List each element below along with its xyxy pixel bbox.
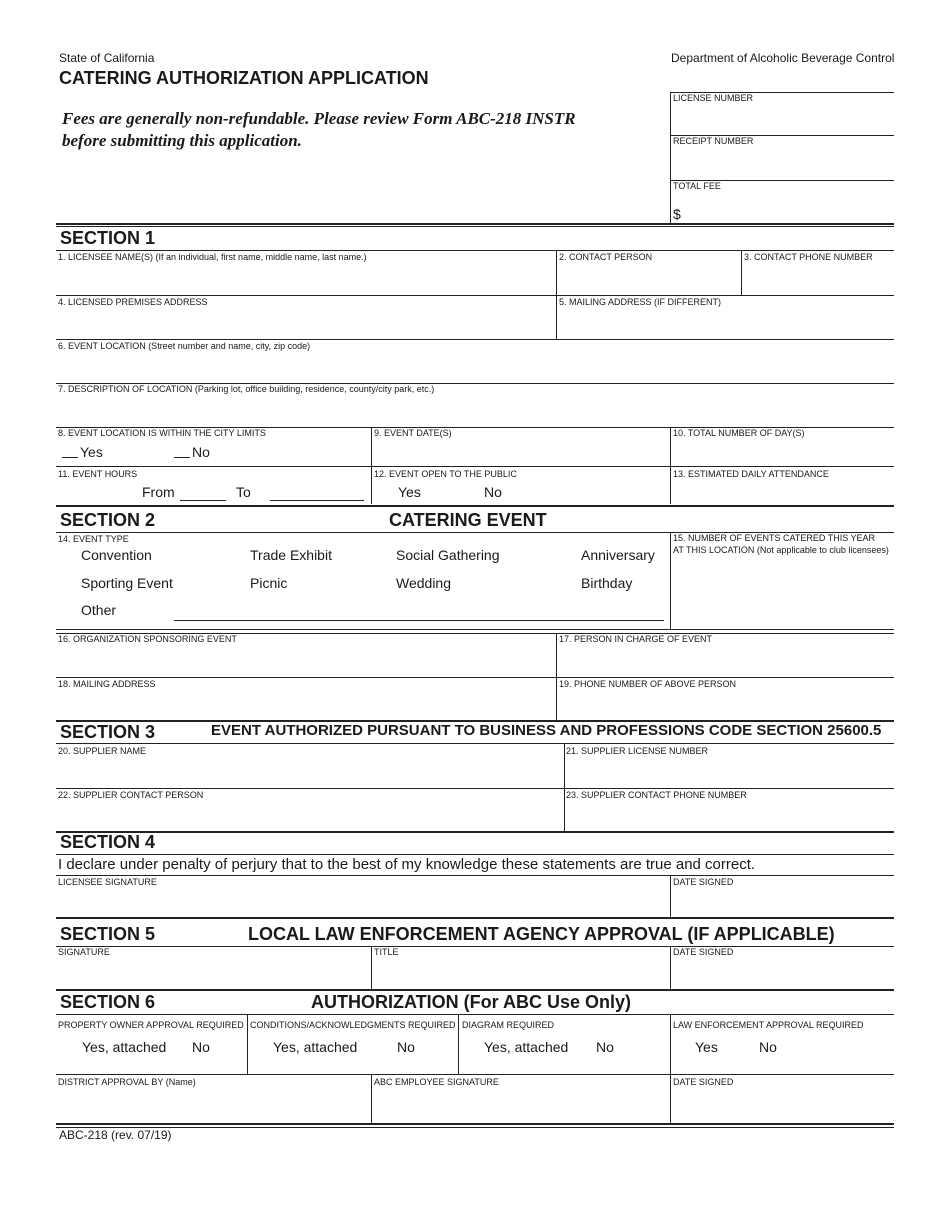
- abc-date-field[interactable]: [673, 1077, 892, 1121]
- event-type-label: 14. EVENT TYPE: [58, 534, 129, 544]
- state-label: State of California: [59, 51, 155, 65]
- city-limits-no[interactable]: No: [192, 444, 210, 460]
- person-phone-label: 19. PHONE NUMBER OF ABOVE PERSON: [559, 679, 737, 689]
- declaration-text: I declare under penalty of perjury that to the best of my knowledge these statements are true and correct.: [58, 856, 756, 873]
- le-title-field[interactable]: [374, 947, 667, 987]
- location-description-label: 7. DESCRIPTION OF LOCATION (Parking lot, office building, residence, county/city park, etc.): [58, 384, 435, 394]
- abc-employee-signature-label: ABC EMPLOYEE SIGNATURE: [374, 1077, 499, 1087]
- le-date-field[interactable]: [673, 947, 892, 987]
- event-location-label: 6. EVENT LOCATION (Street number and name, city, zip code): [58, 341, 311, 351]
- licensee-date-label: DATE SIGNED: [673, 877, 734, 887]
- department-label: Department of Alcoholic Beverage Control: [671, 51, 895, 65]
- supplier-contact-label: 22. SUPPLIER CONTACT PERSON: [58, 790, 204, 800]
- section-4-heading: SECTION 4: [60, 832, 156, 852]
- total-days-field[interactable]: [673, 428, 892, 466]
- notice-line-1: Fees are generally non-refundable. Please review Form ABC-218 INSTR: [62, 109, 576, 128]
- total-fee-label: TOTAL FEE: [673, 181, 721, 191]
- contact-person-label: 2. CONTACT PERSON: [559, 252, 653, 262]
- district-approval-label: DISTRICT APPROVAL BY (Name): [58, 1077, 196, 1087]
- open-public-no[interactable]: No: [484, 484, 502, 500]
- events-catered-label-2: AT THIS LOCATION (Not applicable to club licensees): [673, 545, 889, 555]
- le-signature-field[interactable]: [58, 947, 368, 987]
- licensee-name-label: 1. LICENSEE NAME(S) (If an individual, first name, middle name, last name.): [58, 252, 367, 262]
- license-number-field[interactable]: [673, 93, 893, 133]
- section-1-heading: SECTION 1: [60, 228, 156, 248]
- conditions-yes[interactable]: Yes, attached: [273, 1039, 358, 1055]
- person-in-charge-field[interactable]: [559, 634, 892, 674]
- receipt-number-field[interactable]: [673, 136, 893, 178]
- section-3-heading: SECTION 3: [60, 722, 156, 742]
- receipt-number-label: RECEIPT NUMBER: [673, 136, 754, 146]
- type-social-gathering[interactable]: Social Gathering: [396, 547, 500, 563]
- type-picnic[interactable]: Picnic: [250, 575, 288, 591]
- notice-line-2: before submitting this application.: [62, 131, 302, 150]
- licensee-name-field[interactable]: [58, 252, 553, 292]
- type-wedding[interactable]: Wedding: [396, 575, 452, 591]
- diagram-label: DIAGRAM REQUIRED: [462, 1020, 555, 1030]
- form-title: CATERING AUTHORIZATION APPLICATION: [59, 68, 429, 88]
- contact-phone-label: 3. CONTACT PHONE NUMBER: [744, 252, 873, 262]
- form-id: ABC-218 (rev. 07/19): [59, 1128, 172, 1142]
- section-6-title: AUTHORIZATION (For ABC Use Only): [311, 992, 631, 1012]
- supplier-name-field[interactable]: [58, 746, 561, 786]
- total-fee-field[interactable]: [673, 181, 893, 221]
- location-description-field[interactable]: [58, 384, 892, 424]
- from-label: From: [142, 484, 175, 500]
- open-public-yes[interactable]: Yes: [398, 484, 421, 500]
- mailing-address-field[interactable]: [559, 297, 892, 337]
- org-mailing-address-field[interactable]: [58, 679, 553, 717]
- supplier-contact-field[interactable]: [58, 790, 561, 828]
- open-public-label: 12. EVENT OPEN TO THE PUBLIC: [374, 469, 517, 479]
- event-dates-label: 9. EVENT DATE(S): [374, 428, 452, 438]
- le-date-label: DATE SIGNED: [673, 947, 734, 957]
- type-sporting-event[interactable]: Sporting Event: [81, 575, 173, 591]
- event-hours-label: 11. EVENT HOURS: [58, 469, 138, 479]
- abc-employee-signature-field[interactable]: [374, 1077, 667, 1121]
- diagram-yes[interactable]: Yes, attached: [484, 1039, 569, 1055]
- section-2-heading: SECTION 2: [60, 510, 156, 530]
- mailing-address-label: 5. MAILING ADDRESS (IF DIFFERENT): [559, 297, 722, 307]
- licensee-date-field[interactable]: [673, 877, 892, 915]
- person-phone-field[interactable]: [559, 679, 892, 717]
- property-owner-no[interactable]: No: [192, 1039, 210, 1055]
- event-location-field[interactable]: [58, 341, 892, 381]
- property-owner-yes[interactable]: Yes, attached: [82, 1039, 167, 1055]
- section-6-heading: SECTION 6: [60, 992, 156, 1012]
- events-catered-field[interactable]: [673, 533, 893, 625]
- daily-attendance-field[interactable]: [673, 469, 892, 503]
- city-limits-yes[interactable]: Yes: [80, 444, 103, 460]
- daily-attendance-label: 13. ESTIMATED DAILY ATTENDANCE: [673, 469, 829, 479]
- section-2-title: CATERING EVENT: [389, 510, 547, 530]
- type-convention[interactable]: Convention: [81, 547, 152, 563]
- type-anniversary[interactable]: Anniversary: [581, 547, 655, 563]
- person-in-charge-label: 17. PERSON IN CHARGE OF EVENT: [559, 634, 713, 644]
- property-owner-label: PROPERTY OWNER APPROVAL REQUIRED: [58, 1020, 244, 1030]
- le-title-label: TITLE: [374, 947, 399, 957]
- conditions-label: CONDITIONS/ACKNOWLEDGMENTS REQUIRED: [250, 1020, 456, 1030]
- other-type-input[interactable]: [174, 620, 664, 621]
- sponsoring-org-field[interactable]: [58, 634, 553, 674]
- type-birthday[interactable]: Birthday: [581, 575, 633, 591]
- license-number-label: LICENSE NUMBER: [673, 93, 754, 103]
- type-trade-exhibit[interactable]: Trade Exhibit: [250, 547, 332, 563]
- section-3-title: EVENT AUTHORIZED PURSUANT TO BUSINESS AND PROFESSIONS CODE SECTION 25600.5: [211, 722, 882, 739]
- supplier-phone-field[interactable]: [566, 790, 892, 828]
- premises-address-label: 4. LICENSED PREMISES ADDRESS: [58, 297, 208, 307]
- section-5-title: LOCAL LAW ENFORCEMENT AGENCY APPROVAL (IF APPLICABLE): [248, 924, 835, 944]
- contact-phone-field[interactable]: [744, 252, 892, 292]
- law-enforcement-no[interactable]: No: [759, 1039, 777, 1055]
- law-enforcement-yes[interactable]: Yes: [695, 1039, 718, 1055]
- district-approval-field[interactable]: [58, 1077, 368, 1121]
- premises-address-field[interactable]: [58, 297, 553, 337]
- supplier-name-label: 20. SUPPLIER NAME: [58, 746, 147, 756]
- total-days-label: 10. TOTAL NUMBER OF DAY(S): [673, 428, 805, 438]
- org-mailing-address-label: 18. MAILING ADDRESS: [58, 679, 156, 689]
- le-signature-label: SIGNATURE: [58, 947, 110, 957]
- to-label: To: [236, 484, 251, 500]
- licensee-signature-label: LICENSEE SIGNATURE: [58, 877, 157, 887]
- sponsoring-org-label: 16. ORGANIZATION SPONSORING EVENT: [58, 634, 237, 644]
- event-dates-field[interactable]: [374, 428, 667, 466]
- section-5-heading: SECTION 5: [60, 924, 156, 944]
- events-catered-label-1: 15. NUMBER OF EVENTS CATERED THIS YEAR: [673, 533, 876, 543]
- contact-person-field[interactable]: [559, 252, 739, 292]
- city-limits-label: 8. EVENT LOCATION IS WITHIN THE CITY LIMITS: [58, 428, 266, 438]
- type-other[interactable]: Other: [81, 602, 117, 618]
- supplier-license-label: 21. SUPPLIER LICENSE NUMBER: [566, 746, 709, 756]
- supplier-phone-label: 23. SUPPLIER CONTACT PHONE NUMBER: [566, 790, 747, 800]
- abc-date-label: DATE SIGNED: [673, 1077, 734, 1087]
- from-time-input[interactable]: [180, 500, 226, 501]
- supplier-license-field[interactable]: [566, 746, 892, 786]
- conditions-no[interactable]: No: [397, 1039, 415, 1055]
- diagram-no[interactable]: No: [596, 1039, 614, 1055]
- dollar-sign: $: [673, 206, 681, 222]
- to-time-input[interactable]: [270, 500, 364, 501]
- law-enforcement-label: LAW ENFORCEMENT APPROVAL REQUIRED: [673, 1020, 864, 1030]
- licensee-signature-field[interactable]: [58, 877, 666, 915]
